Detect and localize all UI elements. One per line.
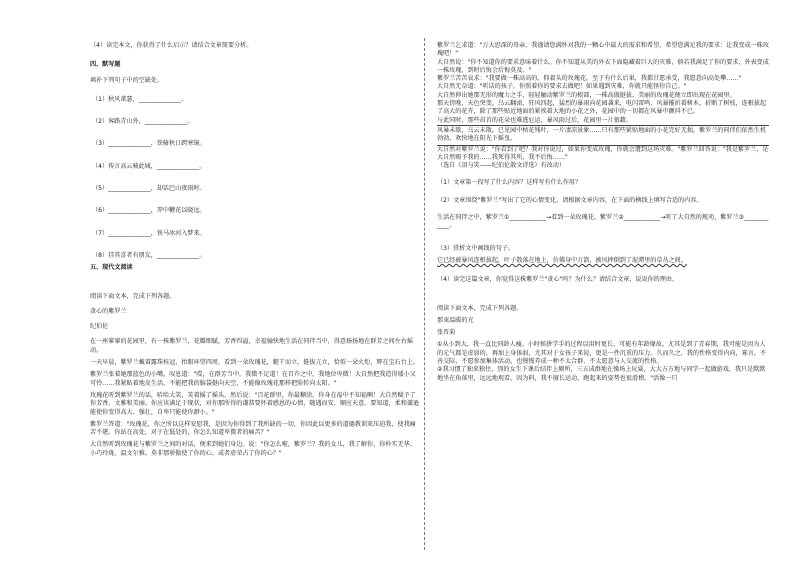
article-paragraph: 大自然对紫罗兰说："你看到了吧？我对你说过，如果你变成玫瑰，你就会遭到这场灾难。"紫罗兰回答说："我是紫罗兰，是大自然赐予我的……我死得其所，我不后悔……" [437,145,769,161]
fill-blank-item: （5）______________，却话巴山夜雨时。 [92,185,206,193]
fill-blank-item: （3）______________，铁骑秋日跨寒镜。 [92,140,206,148]
article-paragraph: 紫罗兰苦苦哀求："我要做一株高高的、仰着头的玫瑰花。至于有什么后果，我都甘愿承受，我愿意向高处攀……" [437,75,742,83]
fill-blank-item: （6）______________，羿中鞭花以晓远。 [92,207,206,215]
article-paragraph: 一天早晨，紫罗兰戴着露珠桂冠，抬眼环望四周，看到一朵玫瑰花，艇干而立，挺拔亢立，恰似一朵火炬，辉在宝石台上。 [90,359,420,367]
column-divider [424,38,425,550]
article-paragraph: 大自然说："你不知道你的要求意味着什么。你不知道从美的外衣下面隐藏着巨大的灾难，倘若我满足了你的要求，外表变成一株玫瑰，到时后悔会后悔莫及。" [437,58,769,74]
fill-blank-item: （4）传言高云骑此城，______________。 [92,162,206,170]
reading-question: （2）文章围绕"紫罗兰"写出了它的心情变化，请根据文章内容，在下面的横线上填写合适的内容。 [437,196,703,204]
fill-blank-item: （1）秋风萧瑟，______________。 [92,95,188,103]
article-author-2: 张晋菊 [437,329,456,337]
article-paragraph: 大自然听到玫瑰花与紫罗兰之间的对话，便来到她们身边。说："你怎么啦，紫罗兰？我的女儿，我了解你，你朴实无华、小巧玲珑、温文尔雅。莫非那骄傲使了你的心，或者虚荣占了你的心？" [90,441,416,457]
reading-question: （1）文章第一段写了什么内容？这样写有什么作用？ [437,179,582,187]
right-column [437,42,769,383]
article-paragraph: 紫罗兰张着她那蓝色的小嘴，叹息道："哎，在群芳当中，我微不足道！在百卉之中，我地位卑微！大自然把我造得矮小又可怜……我紧贴着地皮生活，不能把我的脑袋挺向天空，不能像玫瑰花那样把脸转向太阳。" [90,371,416,387]
article-source: （选自《泪与笑——纪伯伦散文诗选》有改动） [437,162,565,170]
dictation-instruction: 填补下列句子中的空缺处。 [90,76,164,84]
article-paragraph: 与此同时，那些昂首的花朵也难逃厄运，暴风雨过后，花园里一片狼藉。 [437,116,632,124]
reading-instruction-2: 阅读下面文本，完成下列各题。 [437,304,523,312]
article-paragraph: 大自然无奈道："听话的孩子，你照着你的要求去做吧！如果遇到灾难，你就只能怪你自己。" [437,83,687,91]
reading-question: （4）读完这篇文章，你觉得这株紫罗兰"贪心"吗？为什么？请结合文章，说说你的理由。 [437,276,679,284]
article-title-2: 那束温暖的光 [437,316,474,324]
article-paragraph: 紫罗兰答道："玫瑰花，你之所以这样安慰我，是因为你得到了我所缺的一切，你因此以更多的道德教训来压迫我，使我痛苦不堪。你站在高处，对于在低处的，你怎么知道卑微者的痛苦？" [90,420,416,437]
fill-blank-item: （2）客路青山外，______________。 [92,118,194,126]
fill-blank-item: （8）挂其喜者有朋友，______________。 [92,251,206,259]
reading-instruction: 阅读下面文本，完成下列各题。 [90,292,176,300]
reading-question: （3）赏析文中画线的句子。 [437,244,515,252]
article-paragraph: ②我习惯了独来独往，别的女生下课后结伴上厕所，三五成群地在操场上玩耍，大大方方地与同学一起做游戏，我只是默默地坐在角落里，远远地观看。因为料，我不擅长运动，跑起来的姿势也很滑稽。"活像一只 [437,366,766,382]
article-paragraph: 紫罗兰乞求道："万大思深的母亲，我谨请您满怀对我的一颗心中最大的需求和希望，希望您满足我的要求：让我变成一株玫瑰吧！" [437,42,769,58]
article-paragraph: 那天傍晚，天色突变，乌云翻滚，狂风四起，猛烈的暴雨向花园袭来，电闪雷鸣，风暴摧折着树木，折断了树枝，连根拔起了高大的花卉，除了那些贴近地面的紧挨着大地的小花之外，花园中的一切都在风暴中颤抖不已。 [437,100,767,116]
left-column [90,42,420,458]
quoted-sentence: 它已经被暴风连根拔起，叶子散落在地上，仿佛身中万箭，被风摔倒到了泥潭里的草丛之间。 [437,256,687,264]
fill-blank-item: （7）______________，铁马冰河入梦来。 [92,229,206,237]
article-paragraph: 大自然伸出她那无形的魔力之手，轻轻触动紫罗兰的根部，一株高傲挺拔、美丽的玫瑰花便立即出现在花园里。 [437,91,736,99]
section-heading-reading: 五、现代文阅读 [90,264,133,272]
article-paragraph-underlined: 风暴未歇，乌云未散，已见园中枯花残叶，一片凄凉景象……只有那些紧贴地面的小花完好无损，紫罗兰的同伴们依然生机勃勃，欢快地在阳光下摇曳。 [437,125,769,146]
article-paragraph: 玫瑰花听到紫罗兰的话，哈哈大笑，笑着摇了摇头，然后说："百花群里，你最糊涂。你身在福中不知福啊！大自然赋予了你芳香、文雅和美丽。你应该满足于现状，对你那所得的谦恭要怀着感恩的心情，随遇而安，顺应天意。要知道，柔和谦逊能使你变得高大、强壮，自卑只能使你渺小。" [90,391,420,416]
section-heading-dictation: 四、默写题 [90,61,121,69]
article-title: 贪心的紫罗兰 [90,307,127,315]
article-author: 纪伯伦 [90,323,109,331]
article-paragraph: ①从小到大，我一直比同龄人瘦。小时候拼学手的过程以用时更长，可能有年龄缘故。尤其是到了青春期，我可能是因为人的元气都是虚弱的，再加上身体弱，尤其对于女孩子来说，更是一件沉重的压力。久而久之，我的性格变得内向，寡言，不善交际，不愿参加集体活动，也慢慢养成一种不太合群、不太愿意与人交流的性格。 [437,341,767,366]
question-4: （4）读完本文，你获得了什么启示？请结合文章简要分析。 [90,42,253,49]
article-paragraph: 在一座寥寥的花园里，有一株紫罗兰，花瓣细腻，芳香四溢，幸福愉快地生活在同伴当中，得意扬扬地在群芳之间左右摇动。 [90,338,413,354]
reading-question-blanks: 生活在同伴之中，紫罗兰①____________→看到一朵玫瑰花，紫罗兰②____________→听了大自然的规劝，紫罗兰③____________。 [437,214,769,230]
